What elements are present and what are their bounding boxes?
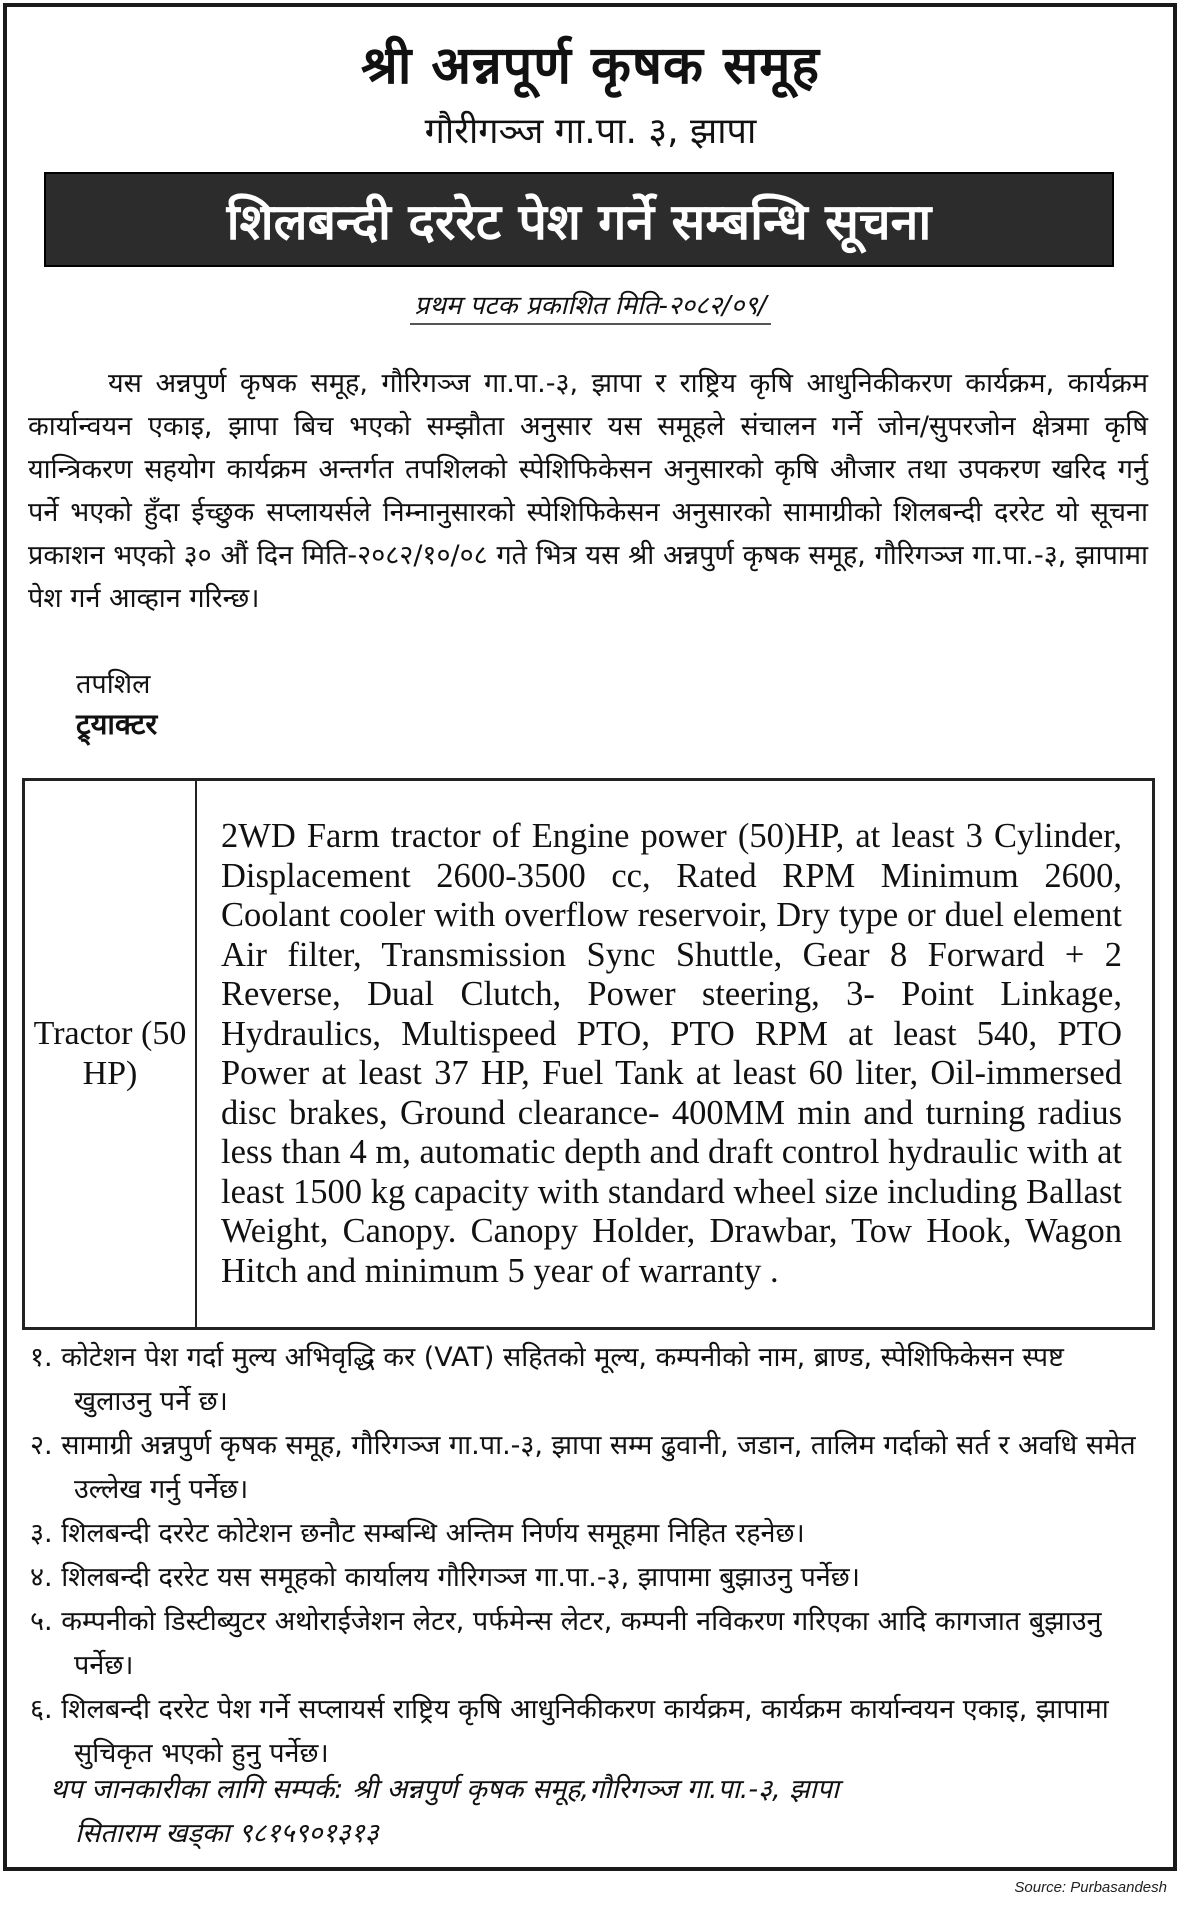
- organization-address: गौरीगञ्ज गा.पा. ३, झापा: [424, 111, 757, 152]
- item-name: Tractor (50 HP): [24, 780, 197, 1329]
- schedule-label: तपशिल: [76, 669, 151, 700]
- contact-person: सिताराम खड्का ९८१५९०१३१३: [75, 1818, 379, 1849]
- organization-title: श्री अन्नपूर्ण कृषक समूह: [361, 36, 820, 96]
- list-item: ६. शिलबन्दी दररेट पेश गर्ने सप्लायर्स राष्ट्रिय कृषि आधुनिकीकरण कार्यक्रम, कार्यक्रम कार्यान्वयन एकाइ, झापामा सुचिकृत भएको हुनु पर्नेछ।: [30, 1694, 1109, 1769]
- terms-list: [22, 1336, 1137, 1776]
- list-item: ४. शिलबन्दी दररेट यस समूहको कार्यालय गौरिगञ्ज गा.पा.-३, झापामा बुझाउनु पर्नेछ।: [30, 1562, 860, 1593]
- notice-paragraph: यस अन्नपुर्ण कृषक समूह, गौरिगञ्ज गा.पा.-३, झापा र राष्ट्रिय कृषि आधुनिकीकरण कार्यक्रम, कार्यक्रम कार्यान्वयन एकाइ, झापा बिच भएको सम्झौता अनुसार यस समूहले संचालन गर्ने जोन/सुपरजोन क्षेत्रमा कृषि यान्त्रिकरण सहयोग कार्यक्रम अन्तर्गत तपशिलको स्पेशिफिकेसन अनुसारको कृषि औजार तथा उपकरण खरिद गर्नु पर्ने भएको हुँदा ईच्छुक सप्लायर्सले निम्नानुसारको स्पेशिफिकेसन अनुसारको सामाग्रीको शिलबन्दी दररेट यो सूचना प्रकाशन भएको ३० औं दिन मिति-२०८२/१०/०८ गते भित्र यस श्री अन्नपुर्ण कृषक समूह, गौरिगञ्ज गा.पा.-३, झापामा पेश गर्न आव्हान गरिन्छ।: [28, 368, 1148, 614]
- source-credit: Source: Purbasandesh: [1014, 1879, 1167, 1896]
- contact-info: [50, 1768, 839, 1856]
- notice-banner: [44, 172, 1114, 267]
- publish-date: [0, 286, 1181, 322]
- list-item: १. कोटेशन पेश गर्दा मुल्य अभिवृद्धि कर (VAT) सहितको मूल्य, कम्पनीको नाम, ब्राण्ड, स्पेशिफिकेसन स्पष्ट खुलाउनु पर्ने छ।: [30, 1342, 1064, 1417]
- specification-table: [22, 778, 1155, 1330]
- contact-line: थप जानकारीका लागि सम्पर्क: श्री अन्नपुर्ण कृषक समूह,गौरिगञ्ज गा.पा.-३, झापा: [50, 1774, 839, 1805]
- table-row: [24, 780, 1154, 1329]
- notice-heading: शिलबन्दी दररेट पेश गर्ने सम्बन्धि सूचना: [226, 192, 932, 251]
- publish-date-text: प्रथम पटक प्रकाशित मिति-२०८२/०९/: [410, 291, 770, 325]
- category-label: ट्र्याक्टर: [76, 707, 158, 741]
- list-item: २. सामाग्री अन्नपुर्ण कृषक समूह, गौरिगञ्ज गा.पा.-३, झापा सम्म ढुवानी, जडान, तालिम गर्दाको सर्त र अवधि समेत उल्लेख गर्नु पर्नेछ।: [30, 1430, 1136, 1505]
- item-specification: 2WD Farm tractor of Engine power (50)HP, at least 3 Cylinder, Displacement 2600-3500 cc, Rated RPM Minimum 2600, Coolant cooler with overflow reservoir, Dry type or duel element Air filter, Transmission Sync Shuttle, Gear 8 Forward + 2 Reverse, Dual Clutch, Power steering, 3- Point Linkage, Hydraulics, Multispeed PTO, PTO RPM at least 540, PTO Power at least 37 HP, Fuel Tank at least 60 liter, Oil-immersed disc brakes, Ground clearance- 400MM min and turning radius less than 4 m, automatic depth and draft control hydraulic with at least 1500 kg capacity with standard wheel size including Ballast Weight, Canopy. Canopy Holder, Drawbar, Tow Hook, Wagon Hitch and minimum 5 year of warranty .: [196, 780, 1154, 1329]
- list-item: ५. कम्पनीको डिस्टीब्युटर अथोराईजेशन लेटर, पर्फमेन्स लेटर, कम्पनी नविकरण गरिएका आदि कागजात बुझाउनु पर्नेछ।: [30, 1606, 1102, 1681]
- list-item: ३. शिलबन्दी दररेट कोटेशन छनौट सम्बन्धि अन्तिम निर्णय समूहमा निहित रहनेछ।: [30, 1518, 805, 1549]
